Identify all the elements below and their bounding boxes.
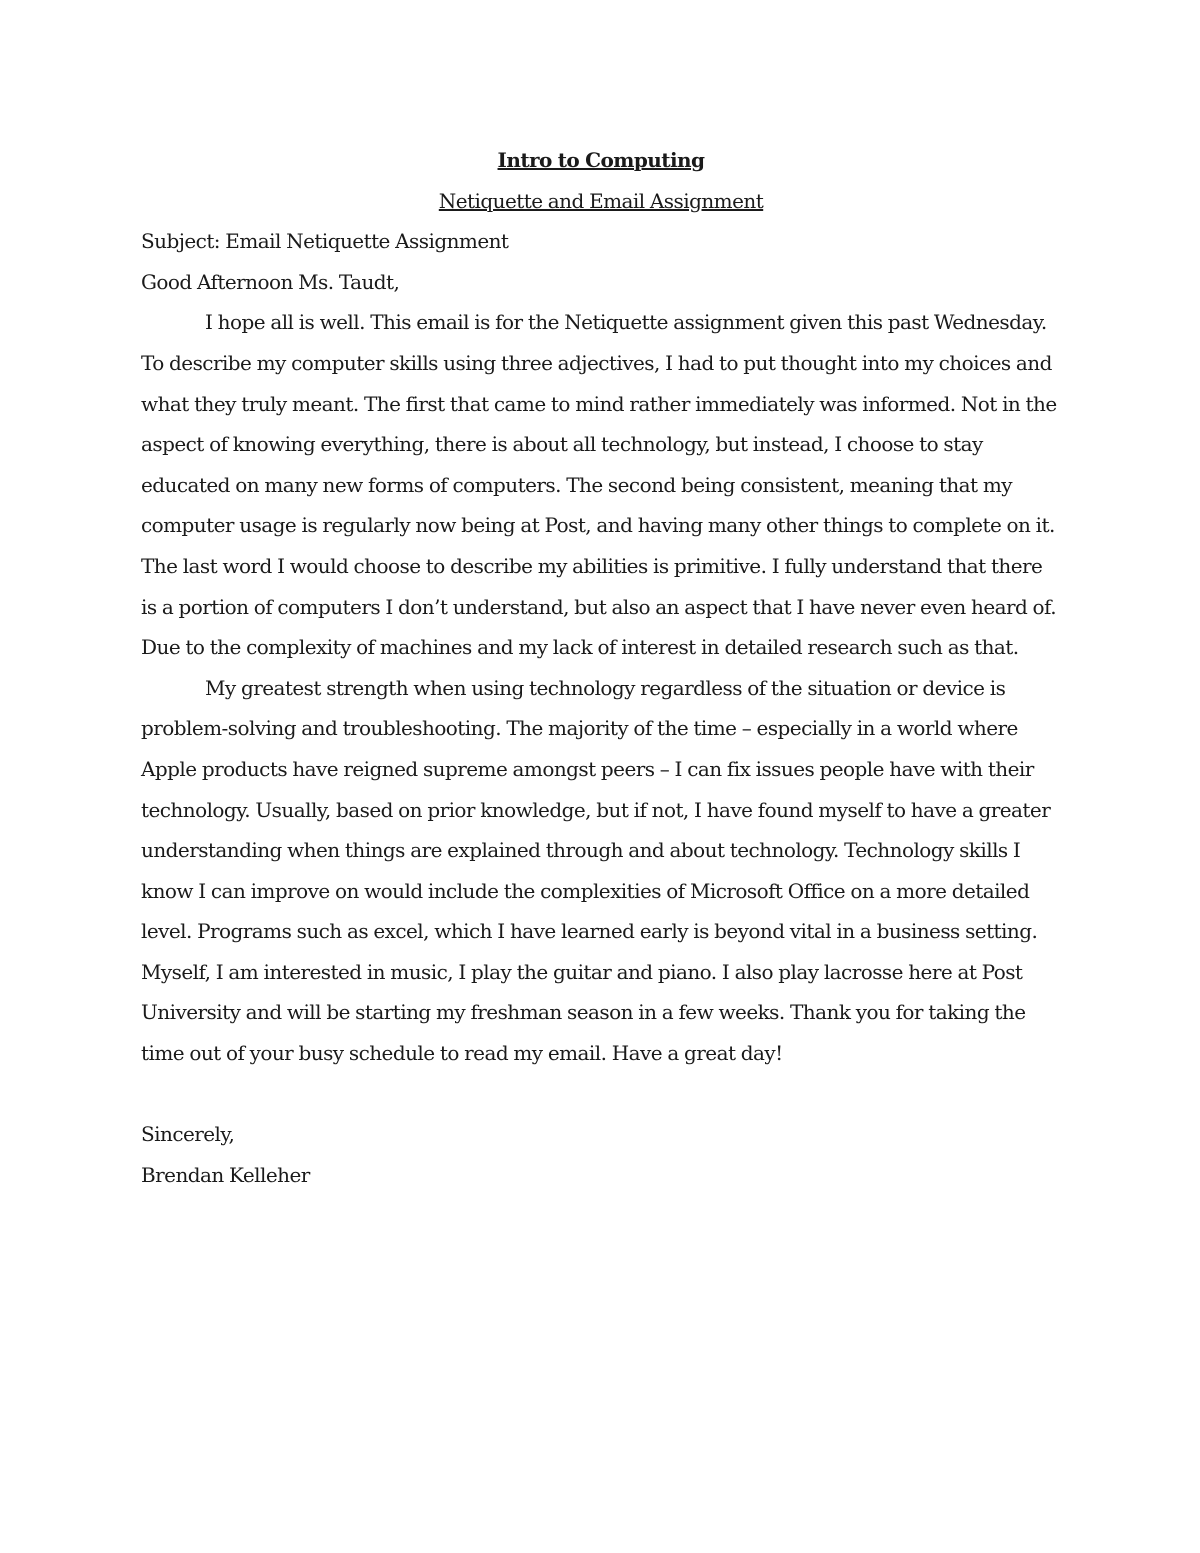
email-signature: Brendan Kelleher: [141, 1162, 310, 1187]
email-closing: Sincerely,: [141, 1122, 235, 1147]
document-title: Intro to Computing: [497, 148, 705, 172]
body-paragraph: I hope all is well. This email is for the Netiquette assignment given this past Wednesday. To describe my computer skills using three adjectives, I had to put thought into my choices and what they truly meant. The first that came to mind rather immediately was informed. Not in the aspect of knowing everything, there is about all technology, but instead, I choose to stay educated on many new forms of computers. The second being consistent, meaning that my computer usage is regularly now being at Post, and having many other things to complete on it. The last word I would choose to describe my abilities is primitive. I fully understand that there is a portion of computers I don’t understand, but also an aspect that I have never even heard of. Due to the complexity of machines and my lack of interest in detailed research such as that.: [141, 310, 1057, 660]
document-subtitle: Netiquette and Email Assignment: [438, 188, 764, 213]
email-subject-line: Subject: Email Netiquette Assignment: [141, 229, 509, 254]
blank-line: [141, 1074, 1061, 1115]
email-greeting: Good Afternoon Ms. Taudt,: [141, 269, 400, 294]
document-body: [141, 140, 1061, 1195]
body-paragraph: My greatest strength when using technology regardless of the situation or device is problem-solving and troubleshooting. The majority of the time – especially in a world where Apple products have reigned supreme amongst peers – I can fix issues people have with their technology. Usually, based on prior knowledge, but if not, I have found myself to have a greater understanding when things are explained through and about technology. Technology skills I know I can improve on would include the complexities of Microsoft Office on a more detailed level. Programs such as excel, which I have learned early is beyond vital in a business setting. Myself, I am interested in music, I play the guitar and piano. I also play lacrosse here at Post University and will be starting my freshman season in a few weeks. Thank you for taking the time out of your busy schedule to read my email. Have a great day!: [141, 675, 1051, 1066]
